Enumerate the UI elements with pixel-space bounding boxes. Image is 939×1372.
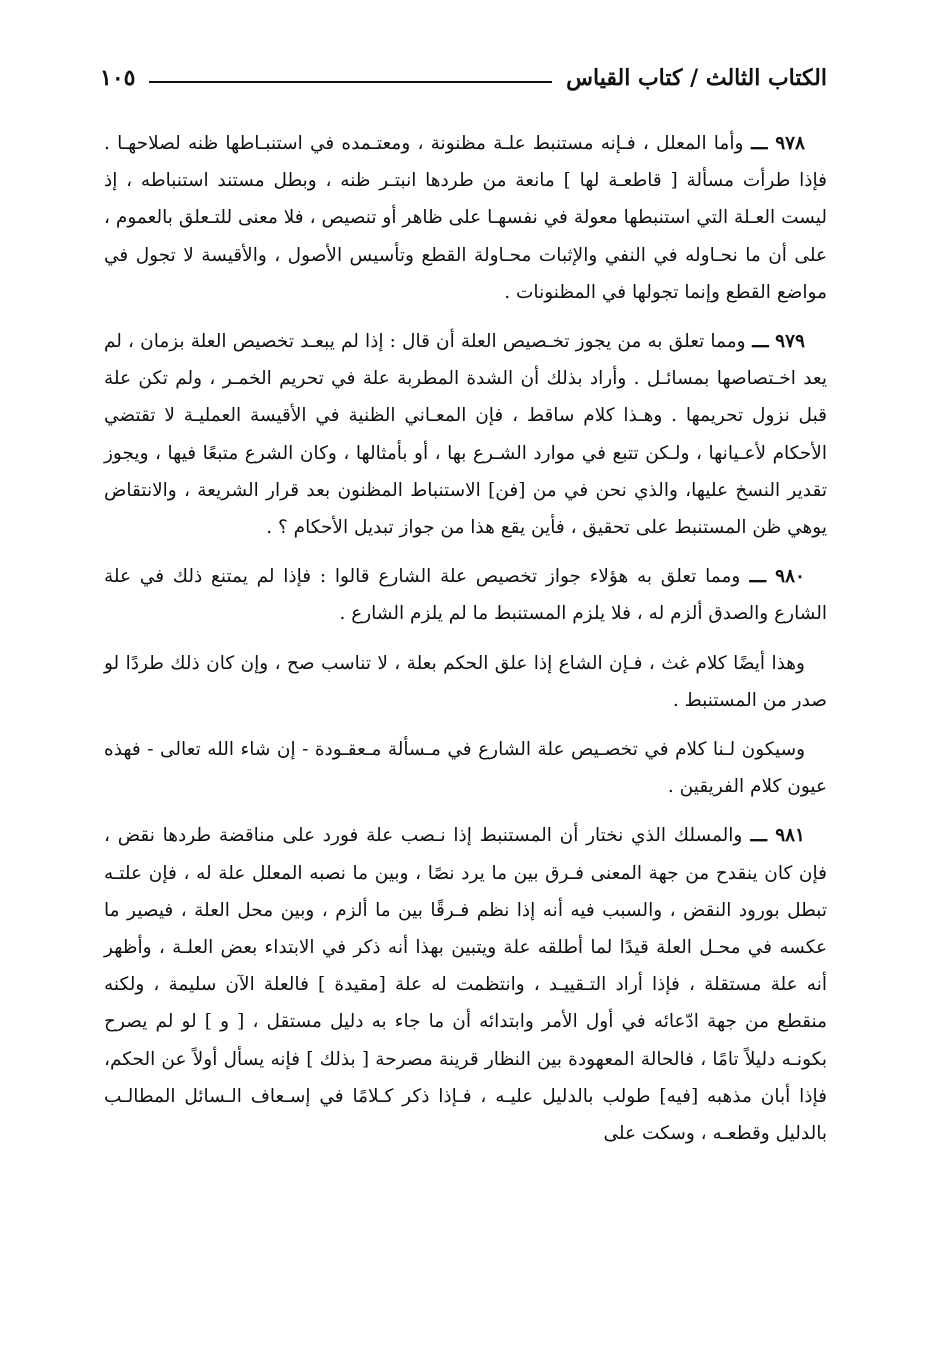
paragraph-note [104, 731, 827, 805]
running-header [100, 58, 827, 98]
paragraph-number: ٩٨٠ [775, 566, 805, 588]
paragraph-979 [104, 323, 827, 546]
paragraph-number: ٩٧٩ [775, 331, 805, 353]
paragraph-text: والمسلك الذي نختار أن المستنبط إذا نـصب علة فورد على مناقضة طردها نقض ، فإن كان ينقدح من جهة المعنى فـرق بين ما يرد نصًا ، وبين ما نصبه المعلل علة له ، فإن علتـه تبطل بورود النقض ، والسبب فيه أنه إذا نظم فـرقًا بين ما ألزم ، وبين محل العلة ، فيصير ما عكسه في محـل العلة قيدًا لما أطلقه علة ويتبين بهذا أنه ذكر في الابتداء بعض العلـة ، وأظهر أنه علة مستقلة ، فإذا أراد التـقييـد ، وانتظمت له علة [مقيدة ] فالعلة الآن سليمة ، ولكنه منقطع من جهة ادّعائه في أول الأمر وابتدائه أن ما جاء به دليل مستقل ، [ و ] لو لم يصرح بكونـه دليلاً تامًا ، فالحالة المعهودة بين النظار قرينة مصرحة [ بذلك ] فإنه يسأل أولاً عن الحكم، فإذا أبان مذهبه [فيه] طولب بالدليل عليـه ، فـإذا ذكر كـلامًا في إسـعاف الـسائل المطالـب بالدليل وقطعـه ، وسكت على [104, 825, 827, 1145]
number-dash: ـــ [742, 825, 776, 847]
number-dash: ـــ [740, 566, 776, 588]
paragraph-text: وسيكون لـنا كلام في تخصـيص علة الشارع في مـسألة مـعقـودة - إن شاء الله تعالى - فهذه عيون كلام الفريقين . [104, 739, 827, 798]
body-text [104, 125, 827, 1164]
paragraph-reply [104, 645, 827, 719]
number-dash: ـــ [745, 331, 776, 353]
paragraph-number: ٩٨١ [775, 825, 805, 847]
header-rule [149, 81, 552, 83]
paragraph-text: وهذا أيضًا كلام غث ، فـإن الشاع إذا علق الحكم بعلة ، لا تناسب صح ، وإن كان ذلك طردًا لو صدر من المستنبط . [104, 652, 827, 711]
paragraph-text: وأما المعلل ، فـإنه مستنبط علـة مظنونة ، ومعتـمده في استنبـاطها ظنه لصلاحهـا . فإذا طرأت مسألة [ قاطعـة لها ] مانعة من طردها انبتـر ظنه ، وبطل مستند استنباطه ، إذ ليست العـلة التي استنبطها معولة في نفسهـا على ظاهر أو تنصيص ، فلا معنى للتـعلق بالعموم ، على أن ما نحـاوله في النفي والإثبات محـاولة القطع وتأسيس الأصول ، والأقيسة لا تجول في مواضع القطع وإنما تجولها في المظنونات . [104, 133, 827, 303]
paragraph-980 [104, 558, 827, 632]
paragraph-978 [104, 125, 827, 311]
paragraph-981 [104, 817, 827, 1152]
header-title: الكتاب الثالث / كتاب القياس [566, 65, 827, 91]
number-dash: ـــ [743, 133, 776, 154]
paragraph-number: ٩٧٨ [775, 133, 805, 154]
paragraph-text: ومما تعلق به هؤلاء جواز تخصيص علة الشارع قالوا : فإذا لم يمتنع ذلك في علة الشارع والصدق ألزم له ، فلا يلزم المستنبط ما لم يلزم الشارع . [104, 566, 827, 625]
page-number: ١٠٥ [100, 65, 136, 91]
paragraph-text: ومما تعلق به من يجوز تخـصيص العلة أن قال : إذا لم يبعـد تخصيص العلة بزمان ، لم يعد اخـتصاصها بمسائـل . وأراد بذلك أن الشدة المطربة علة في تحريم الخمـر ، ولم تكن علة قبل نزول تحريمها . وهـذا كلام ساقط ، فإن المعـاني الظنية في الأقيسة العمليـة لا تقتضي الأحكام لأعـيانها ، ولـكن تتبع في موارد الشـرع بها ، أو بأمثالها ، وكان الشرع متبعًا فيها ، ويجوز تقدير النسخ عليها، والذي نحن في من [فن] الاستنباط المظنون بعد قرار الشريعة ، والانتقاض يوهي ظن المستنبط على تحقيق ، فأين يقع هذا من جواز تبديل الأحكام ؟ . [104, 331, 827, 539]
